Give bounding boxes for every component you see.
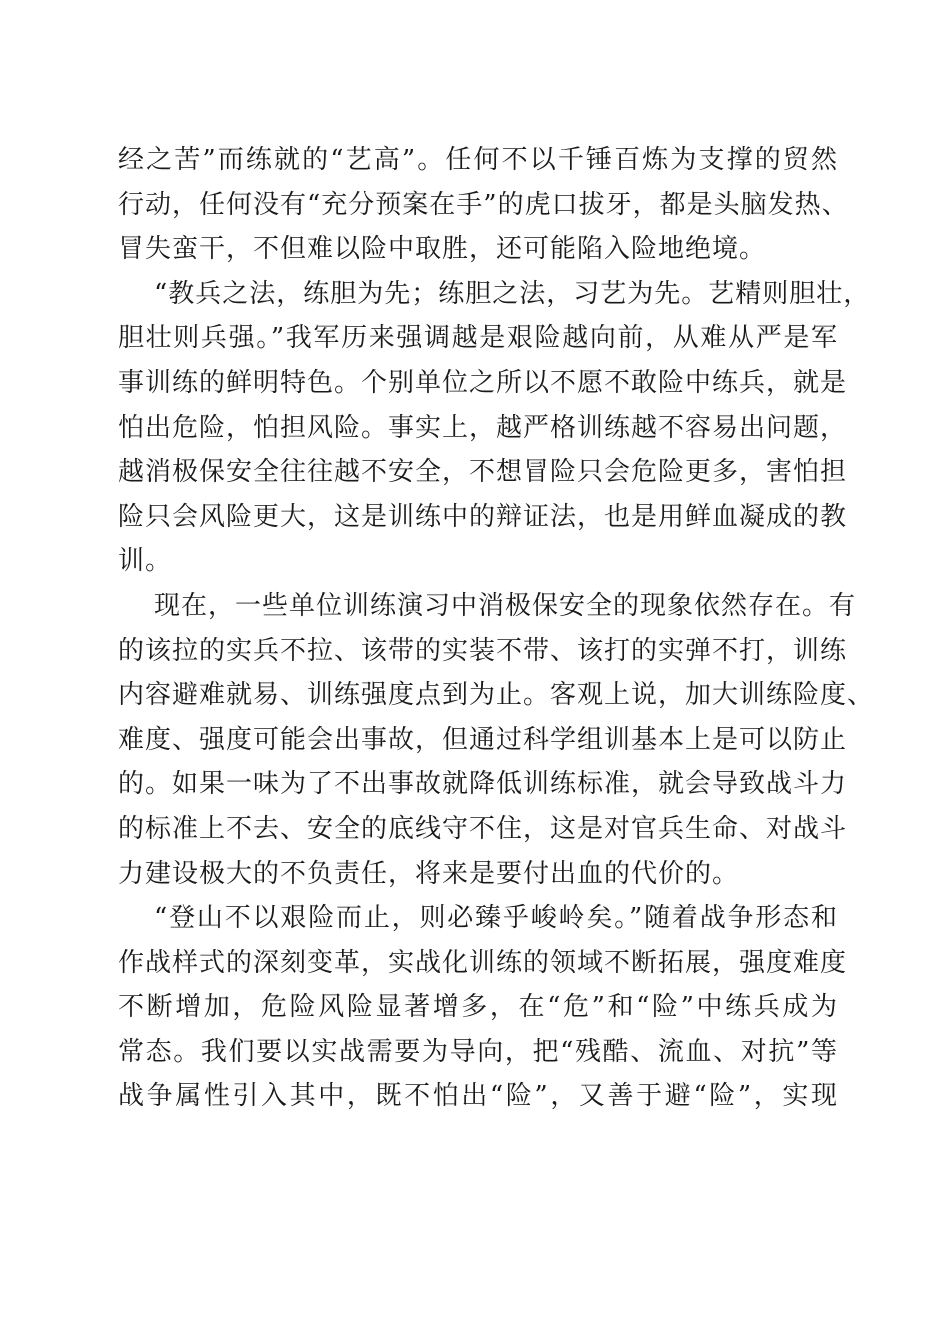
text-line: 常态。我们要以实战需要为导向，把“残酷、流血、对抗”等 xyxy=(118,1036,838,1067)
text-line: 险只会风险更大，这是训练中的辩证法，也是用鲜血凝成的教 xyxy=(118,501,848,532)
text-line: 怕出危险，怕担风险。事实上，越严格训练越不容易出问题， xyxy=(118,412,848,443)
text-line: 的。如果一味为了不出事故就降低训练标准，就会导致战斗力 xyxy=(118,769,848,800)
text-line: 不断增加，危险风险显著增多，在“危”和“险”中练兵成为 xyxy=(118,992,838,1023)
text-line: 行动，任何没有“充分预案在手”的虎口拔牙，都是头脑发热、 xyxy=(118,189,849,220)
text-line: 冒失蛮干，不但难以险中取胜，还可能陷入险地绝境。 xyxy=(118,234,767,265)
text-line: 越消极保安全往往越不安全，不想冒险只会危险更多，害怕担 xyxy=(118,457,848,488)
text-line: 胆壮则兵强。”我军历来强调越是艰险越向前，从难从严是军 xyxy=(118,323,838,354)
text-line: 经之苦”而练就的“艺高”。任何不以千锤百炼为支撑的贸然 xyxy=(118,145,838,175)
text-line: 战争属性引入其中，既不怕出“险”，又善于避“险”，实现 xyxy=(118,1081,838,1112)
text-line: “教兵之法，练胆为先；练胆之法，习艺为先。艺精则胆壮， xyxy=(154,278,871,309)
text-line: 的该拉的实兵不拉、该带的实装不带、该打的实弹不打，训练 xyxy=(118,635,848,666)
text-line: 难度、强度可能会出事故，但通过科学组训基本上是可以防止 xyxy=(118,724,848,755)
body-text xyxy=(118,138,875,1119)
text-line: 训。 xyxy=(118,546,173,577)
text-line: 力建设极大的不负责任，将来是要付出血的代价的。 xyxy=(118,858,740,889)
text-line: 内容避难就易、训练强度点到为止。客观上说，加大训练险度、 xyxy=(118,680,875,711)
text-line: 事训练的鲜明特色。个别单位之所以不愿不敢险中练兵，就是 xyxy=(118,367,848,398)
text-line: “登山不以艰险而止，则必臻乎峻岭矣。”随着战争形态和 xyxy=(154,903,838,934)
text-line: 现在，一些单位训练演习中消极保安全的现象依然存在。有 xyxy=(154,590,857,621)
text-line: 的标准上不去、安全的底线守不住，这是对官兵生命、对战斗 xyxy=(118,813,848,844)
text-line: 作战样式的深刻变革，实战化训练的领域不断拓展，强度难度 xyxy=(118,947,848,978)
